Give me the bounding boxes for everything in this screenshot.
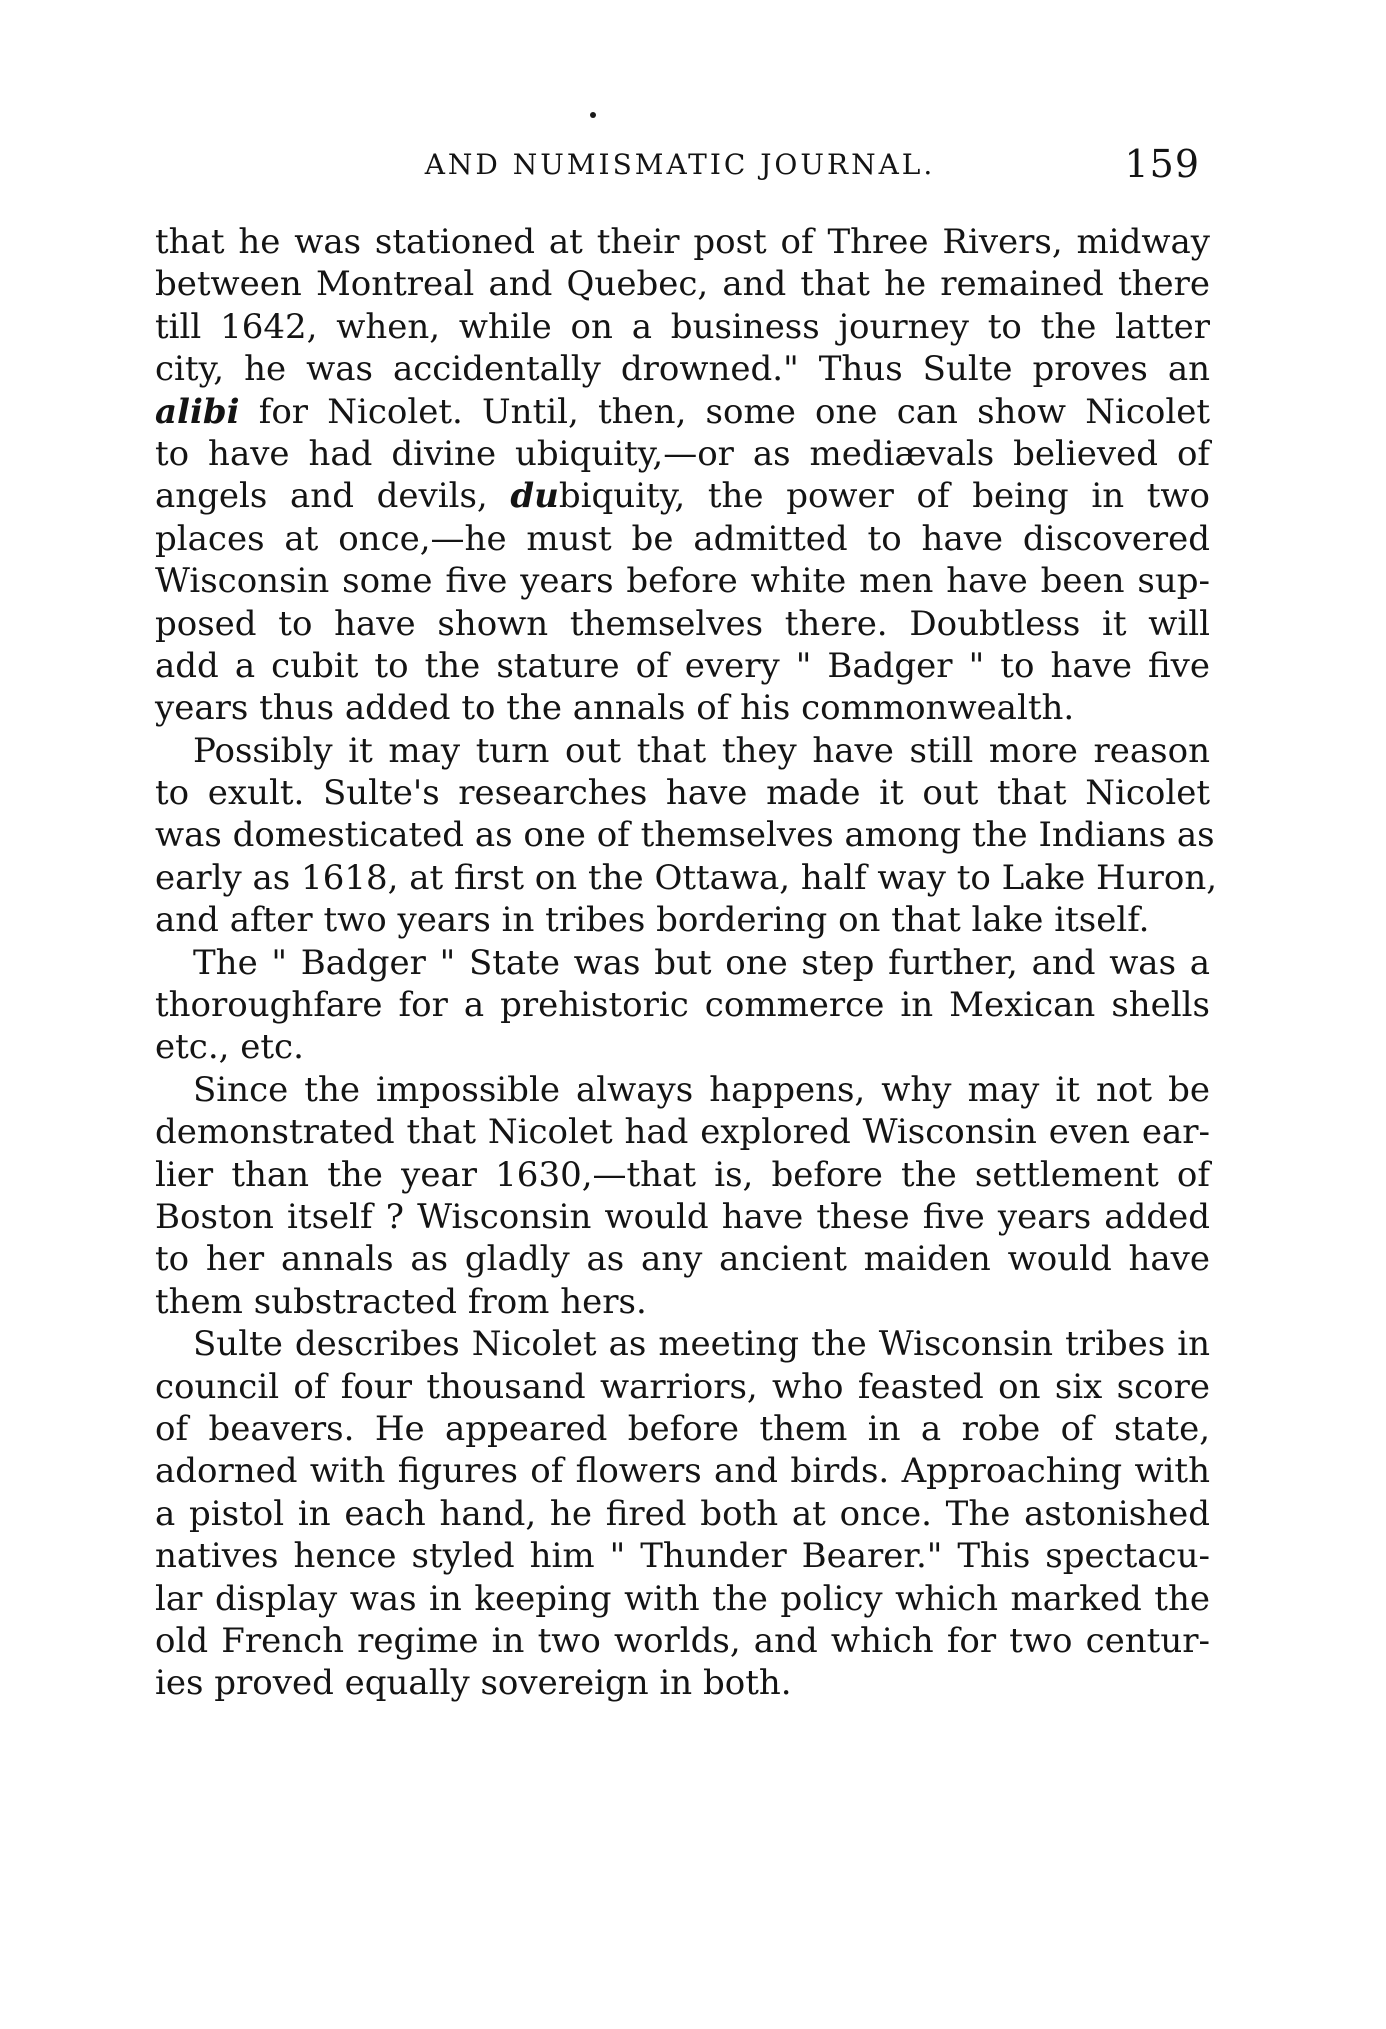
- paragraph: [155, 1069, 1210, 1323]
- text-line: lar display was in keeping with the policy which marked the: [155, 1578, 1210, 1619]
- text-line: Since the impossible always happens, why may it not be: [193, 1069, 1210, 1110]
- text-line: and after two years in tribes bordering on that lake itself.: [155, 900, 1150, 941]
- paragraph: [155, 730, 1218, 942]
- italic-word: du: [510, 476, 559, 517]
- text-line: The " Badger " State was but one step further, and was a: [193, 942, 1210, 983]
- text-line: to her annals as gladly as any ancient maiden would have: [155, 1239, 1210, 1280]
- text-line: add a cubit to the stature of every " Badger " to have five: [155, 645, 1210, 686]
- text-line: early as 1618, at first on the Ottawa, half way to Lake Huron,: [155, 857, 1218, 898]
- text-line: lier than the year 1630,—that is, before the settlement of: [155, 1154, 1210, 1195]
- text-segment: for Nicolet. Until, then, some one can show Nicolet: [239, 391, 1210, 432]
- text-line: Sulte describes Nicolet as meeting the Wisconsin tribes in: [193, 1324, 1210, 1365]
- italic-word: alibi: [155, 391, 240, 432]
- text-line: council of four thousand warriors, who feasted on six score: [155, 1366, 1210, 1407]
- text-line: demonstrated that Nicolet had explored Wisconsin even ear-: [155, 1112, 1210, 1153]
- text-segment: biquity, the power of being in two: [558, 476, 1210, 517]
- text-line: [155, 391, 1210, 433]
- text-line: city, he was accidentally drowned." Thus Sulte proves an: [155, 349, 1210, 390]
- text-line: till 1642, when, while on a business journey to the latter: [155, 306, 1210, 347]
- text-line: years thus added to the annals of his commonwealth.: [155, 688, 1075, 729]
- text-line: [155, 475, 1210, 517]
- text-line: between Montreal and Quebec, and that he remained there: [155, 264, 1210, 305]
- text-line: Possibly it may turn out that they have still more reason: [193, 730, 1210, 771]
- text-line: of beavers. He appeared before them in a robe of state,: [155, 1408, 1210, 1449]
- text-line: to exult. Sulte's researches have made it out that Nicolet: [155, 773, 1210, 814]
- text-line: thoroughfare for a prehistoric commerce in Mexican shells: [155, 985, 1210, 1026]
- running-title: AND NUMISMATIC JOURNAL.: [424, 148, 936, 181]
- text-line: a pistol in each hand, he fired both at once. The astonished: [155, 1493, 1210, 1534]
- text-line: places at once,—he must be admitted to have discovered: [155, 518, 1210, 559]
- text-line: ies proved equally sovereign in both.: [155, 1663, 792, 1704]
- text-line: Wisconsin some five years before white men have been sup-: [155, 561, 1210, 602]
- printer-dot: [590, 112, 596, 118]
- body-text: [155, 221, 1218, 1705]
- text-line: was domesticated as one of themselves among the Indians as: [155, 815, 1215, 856]
- text-line: Boston itself ? Wisconsin would have these five years added: [155, 1196, 1210, 1237]
- page-number: 159: [1124, 142, 1200, 186]
- paragraph: [155, 1323, 1210, 1705]
- text-line: old French regime in two worlds, and which for two centur-: [155, 1620, 1210, 1661]
- text-line: to have had divine ubiquity,—or as mediævals believed of: [155, 433, 1210, 474]
- text-line: them substracted from hers.: [155, 1281, 647, 1322]
- paragraph: [155, 942, 1210, 1069]
- text-line: posed to have shown themselves there. Doubtless it will: [155, 603, 1210, 644]
- running-head: [160, 142, 1200, 188]
- text-segment: angels and devils,: [155, 476, 511, 517]
- paragraph: [155, 221, 1210, 730]
- text-line: that he was stationed at their post of Three Rivers, midway: [155, 222, 1210, 262]
- text-line: adorned with figures of flowers and birds. Approaching with: [155, 1451, 1210, 1492]
- text-line: natives hence styled him " Thunder Bearer." This spectacu-: [155, 1536, 1210, 1577]
- text-line: etc., etc.: [155, 1027, 304, 1068]
